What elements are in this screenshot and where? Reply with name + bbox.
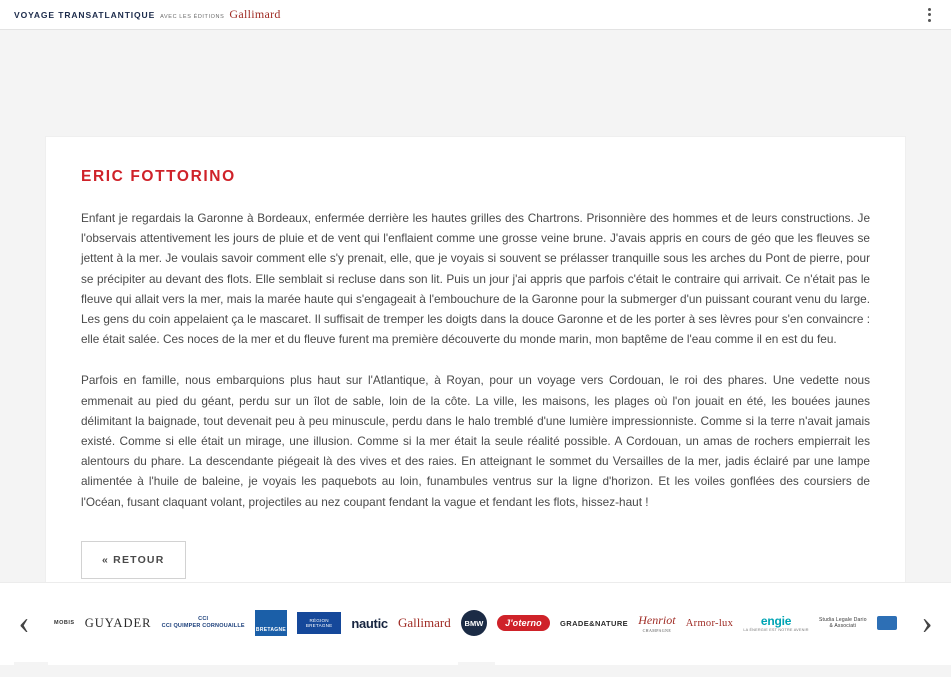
partner-carousel [0,582,951,664]
partner-logo-gallimard[interactable]: Gallimard [398,615,451,630]
brand-logo[interactable] [14,7,281,22]
partner-logo-grade-nature[interactable]: GRADE&NATURE [560,618,629,628]
partner-logo-list [48,583,903,663]
article-paragraph: Enfant je regardais la Garonne à Bordeaux, enfermée derrière les hautes grilles des Chartrons. Prisonnière des hommes et de leurs constructions. Je l'observais attentivement les jours de pluie et de vent qui l'enflaient comme une grosse veine brune. J'avais appris en cours de géo que les fleuves se jettent à la mer. Je voulais savoir comment elle s'y prenait, elle, que je voyais si souvent se prélasser tranquille sous les arches du Pont de pierre, pour se précipiter au devant des flots. Elle semblait si recluse dans son lit. Puis un jour j'ai appris que parfois c'était le contraire qui arrivait. Ce n'était pas le fleuve qui allait vers la mer, mais la marée haute qui s'engageait à l'embouchure de la Garonne pour la submerger d'un puissant courant venu du large. Les gens du coin appelaient ça le mascaret. Il suffisait de tremper les doigts dans la douce Garonne et de les porter à ses lèvres pour s'en convaincre : elle était salée. Ces noces de la mer et du fleuve furent ma première découverte du monde marin, mon baptême de l'eau comme il en est du feu. [81,211,870,347]
partner-logo-cci[interactable]: CCI CCI QUIMPER CORNOUAILLE [161,616,245,629]
kebab-dot [928,8,931,11]
brand-subtitle: AVEC LES ÉDITIONS [160,14,225,20]
brand-publisher: Gallimard [229,7,281,21]
article-card [46,137,905,613]
kebab-dot [928,19,931,22]
partner-logo-engie[interactable]: engie LA ÉNERGIE EST NOTRE AVENIR [743,614,809,632]
brand-title: VOYAGE TRANSATLANTIQUE [14,10,156,20]
partner-logo-joterno[interactable]: J'oterno [497,583,550,663]
chevron-left-icon[interactable]: ‹ [18,604,30,641]
partner-logo-studia[interactable]: Studia Legale Dario & Associati [818,616,867,629]
page-title: ERIC FOTTORINO [81,168,236,185]
footer-seg [0,662,14,665]
partner-logo-henriot[interactable]: Henriot CHAMPAGNE [638,613,676,633]
footer-seg [495,662,951,665]
back-button[interactable]: « RETOUR [81,541,186,579]
kebab-dot [928,13,931,16]
chevron-right-icon[interactable]: › [921,604,933,641]
partner-logo-nautic[interactable]: nautic [351,615,388,631]
page-body [0,30,951,677]
footer-strip [0,662,951,677]
partner-logo-mobis[interactable]: MOBIS [54,620,75,626]
footer-seg [48,662,458,665]
article-paragraph: Parfois en famille, nous embarquions plus haut sur l'Atlantique, à Royan, pour un voyage vers Cordouan, le roi des phares. Une vedette nous emmenait au pied du géant, perdu sur un îlot de sable, loin de la côte. La ville, les maisons, les plages où l'on jouait en été, les bouées jaunes délimitant la baignade, tout devenait peu à peu minuscule, perdu dans le halo tremblé d'une lumière impressionniste. Comme si la terre n'avait jamais existé. Comme si elle était un mirage, une illusion. Comme si la mer était la seule réalité possible. A Cordouan, un amas de rochers empierrait les alentours du phare. La descendante piégeait là des vives et des raies. En atteignant le sommet du Versailles de la mer, jadis éclairé par une lampe alimentée à l'huile de baleine, je voyais les paquebots au loin, funambules ventrus sur la ligne d'horizon. Et les voiles gonflées des coursiers de l'Océan, fusant claquant volant, projectiles au nez coupant fendant la vague et fendant les flots, hissez-haut ! [81,373,870,509]
partner-logo-bretagne[interactable]: BRETAGNE [255,583,287,663]
partner-logo-region-bretagne[interactable]: RÉGION BRETAGNE [297,583,341,663]
partner-logo-bmw[interactable]: BMW [461,583,487,663]
partner-logo-armor-lux[interactable]: Armor-lux [685,617,734,629]
partner-logo-last[interactable] [877,583,897,663]
partner-logo-guyader[interactable]: GUYADER [84,615,152,630]
kebab-menu-icon[interactable] [926,6,933,24]
app-header [0,0,951,30]
